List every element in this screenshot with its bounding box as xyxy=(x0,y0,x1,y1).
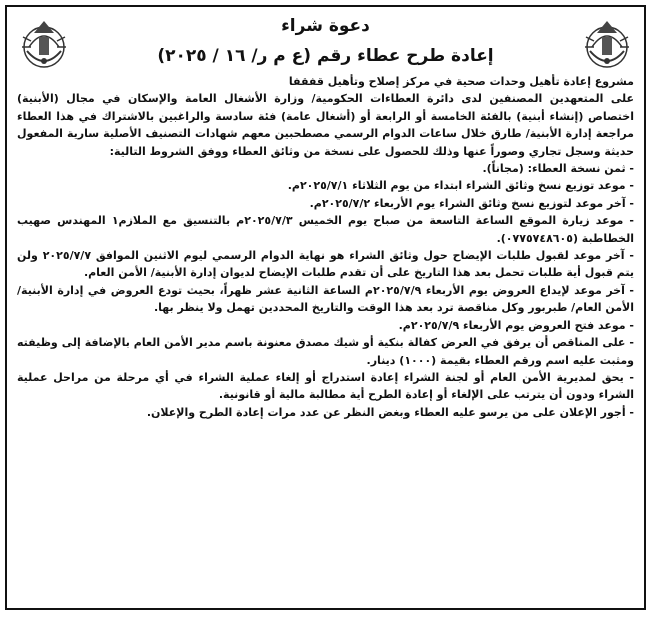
condition-item: - يحق لمديرية الأمن العام أو لجنة الشراء إعادة استدراج أو إلغاء عملية الشراء في أي مرحلة من مراحل عملية الشراء ودون أن يترتب على الإلغاء أو إعادة الطرح أية مطالبة مالية أو قانونية. xyxy=(17,370,634,402)
condition-item: - آخر موعد لقبول طلبات الإيضاح حول وثائق الشراء هو نهاية الدوام الرسمي ليوم الاثنين الموافق ٢٠٢٥/٧/٧ ولن يتم قبول أية طلبات تحمل بعد هذا التاريخ على أن تقدم طلبات الإيضاح لديوان إدارة الأبنية/ الأمن العام. xyxy=(17,249,634,280)
coat-of-arms-emblem-icon xyxy=(17,17,71,71)
notice-body xyxy=(17,73,634,421)
condition-item: - ثمن نسخة العطاء: (مجاناً). xyxy=(482,162,634,176)
condition-item: - على المناقص أن يرفق في العرض كفالة بنكية أو شيك مصدق معنونة باسم مدير الأمن العام بالإضافة إلى وظيفته ومثبت عليه اسم ورقم العطاء بقيمة (١٠٠٠) دينار. xyxy=(17,336,634,367)
tender-notice xyxy=(5,5,646,610)
condition-item: - موعد توزيع نسخ وثائق الشراء ابتداء من يوم الثلاثاء ٢٠٢٥/٧/١م. xyxy=(287,179,634,193)
intro-paragraph: على المتعهدين المصنفين لدى دائرة العطاءات الحكومية/ وزارة الأشغال العامة والإسكان في مجال (الأبنية) اختصاص (إنشاء أبنية) بالفئة الخامسة أو الرابعة أو (أشغال عامة) فئة سادسة والراغبين بالاشتراك في هذا العطاء مراجعة إدارة الأبنية/ طارق خلال ساعات الدوام الرسمي مصطحبين معهم شهادات التصنيف الأصلية سارية المفعول حديثة وسجل تجاري وصوراً عنها وذلك للحصول على نسخة من وثائق العطاء ووفق الشروط التالية: xyxy=(17,92,634,158)
condition-item: - موعد فتح العروض يوم الأربعاء ٢٠٢٥/٧/٩م. xyxy=(398,318,634,332)
notice-title: دعوة شراء xyxy=(281,16,370,36)
project-line: مشروع إعادة تأهيل وحدات صحية في مركز إصلاح وتأهيل قفقفا xyxy=(288,75,634,88)
condition-item: - آخر موعد لإيداع العروض يوم الأربعاء ٢٠٢٥/٧/٩م الساعة الثانية عشر ظهراً، بحيث تودع العروض في إدارة الأبنية/ الأمن العام/ طبربور وكل مناقصة ترد بعد هذا الوقت والتاريخ المحددين تهمل ولا ينظر بها. xyxy=(17,283,635,315)
condition-item: - موعد زيارة الموقع الساعة التاسعة من صباح يوم الخميس ٢٠٢٥/٧/٣م بالتنسيق مع الملازم١ المهندس صهيب الخطاطبة (٠٧٧٥٧٤٨٦٠٥). xyxy=(17,214,634,245)
condition-item: - آخر موعد لتوزيع نسخ وثائق الشراء يوم الأربعاء ٢٠٢٥/٧/٢م. xyxy=(309,196,634,210)
condition-item: - أجور الإعلان على من يرسو عليه العطاء وبغض النظر عن عدد مرات إعادة الطرح والإعلان. xyxy=(146,405,634,419)
tender-number-heading: إعادة طرح عطاء رقم (ع م ر/ ١٦ / ٢٠٢٥) xyxy=(157,46,494,66)
coat-of-arms-emblem-icon xyxy=(580,17,634,71)
